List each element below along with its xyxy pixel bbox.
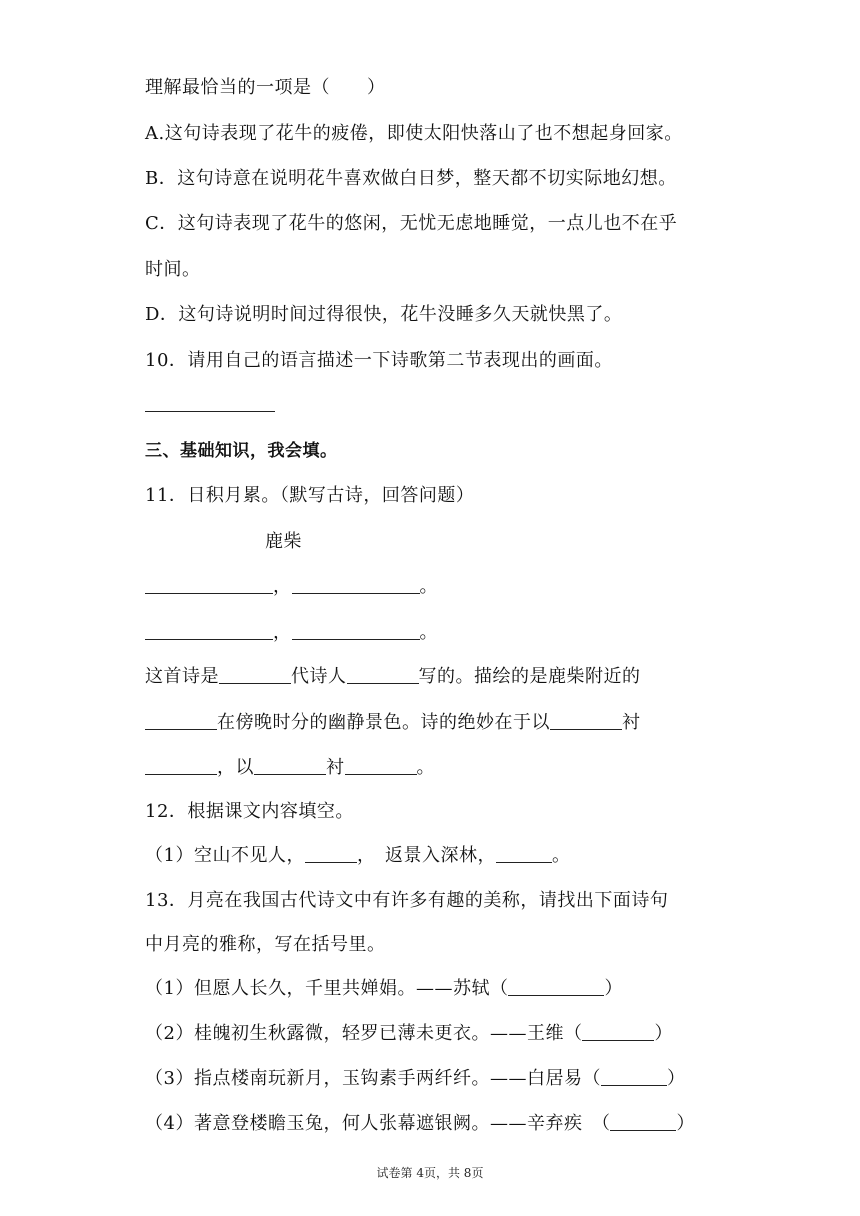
poet-blank[interactable] [347,665,419,684]
text: 在傍晚时分的幽静景色。诗的绝妙在于以 [217,712,550,733]
q12-item-1 [145,843,570,869]
text: ） [676,1113,695,1134]
comma: ， [273,622,292,643]
answer-blank[interactable] [582,1022,654,1041]
text: 衬 [326,757,345,778]
q10-answer-line[interactable] [145,411,275,412]
text: ） [666,1068,686,1089]
q11-stem: 11．日积月累。（默写古诗，回答问题） [145,485,475,506]
text: 。 [551,845,571,866]
fill-blank[interactable] [305,844,357,863]
q11-poem-title: 鹿柴 [265,531,302,552]
contrast-blank[interactable] [145,756,217,775]
q9-option-c-line1: C．这句诗表现了花牛的悠闲，无忧无虑地睡觉，一点儿也不在乎 [145,213,678,234]
contrast-blank[interactable] [254,756,326,775]
answer-blank[interactable] [508,977,604,996]
answer-blank[interactable] [610,1112,676,1131]
poem-blank[interactable] [145,621,273,640]
dynasty-blank[interactable] [219,665,291,684]
q13-item-3 [145,1066,685,1092]
text: ，以 [217,757,254,778]
text: （3）指点楼南玩新月，玉钩素手两纤纤。——白居易（ [145,1068,601,1089]
q9-option-a: A.这句诗表现了花牛的疲倦，即使太阳快落山了也不想起身回家。 [145,123,683,144]
section3-heading: 三、基础知识，我会填。 [145,441,338,461]
scene-blank[interactable] [145,711,217,730]
page-footer: 试卷第 4页，共 8页 [376,1166,484,1180]
q10-stem: 10．请用自己的语言描述一下诗歌第二节表现出的画面。 [145,350,613,371]
text: 衬 [622,712,641,733]
q9-option-d: D．这句诗说明时间过得很快，花牛没睡多久天就快黑了。 [145,304,623,325]
period: 。 [419,576,438,597]
period: 。 [419,622,438,643]
q13-item-1 [145,976,623,1002]
q13-item-2 [145,1021,673,1047]
q11-fill-line-3 [145,755,435,781]
poem-blank[interactable] [292,575,420,594]
q9-option-b: B．这句诗意在说明花牛喜欢做白日梦，整天都不切实际地幻想。 [145,168,677,189]
text: 代诗人 [291,666,347,687]
text: （2）桂魄初生秋露微，轻罗已薄未更衣。——王维（ [145,1023,583,1044]
q11-fill-line-2 [145,710,641,736]
text: 这首诗是 [145,666,219,687]
poem-blank[interactable] [145,575,273,594]
contrast-blank[interactable] [550,711,622,730]
text: ， 返景入深林， [356,845,496,866]
text: （1）但愿人长久，千里共婵娟。——苏轼（ [145,978,509,999]
q13-stem-line1: 13．月亮在我国古代诗文中有许多有趣的美称，请找出下面诗句 [145,890,669,911]
q11-fill-line-1 [145,664,641,690]
q13-stem-line2: 中月亮的雅称，写在括号里。 [145,934,386,955]
poem-blank[interactable] [292,621,420,640]
answer-blank[interactable] [601,1067,667,1086]
fill-blank[interactable] [496,844,552,863]
q9-option-c-line2: 时间。 [145,259,201,280]
q11-poem-line-1 [145,574,438,600]
comma: ， [273,576,292,597]
text: （4）著意登楼瞻玉兔，何人张幕遮银阙。——辛弃疾 （ [145,1113,611,1134]
text: 写的。描绘的是鹿柴附近的 [418,666,641,687]
contrast-blank[interactable] [345,756,417,775]
text: ） [654,1023,673,1044]
text: 。 [416,757,435,778]
q13-item-4 [145,1111,695,1137]
text: ） [604,978,623,999]
q11-poem-line-2 [145,620,438,646]
text: （1）空山不见人， [145,845,305,866]
q12-stem: 12．根据课文内容填空。 [145,801,354,822]
q9-stem-tail: 理解最恰当的一项是（ ） [145,77,386,98]
